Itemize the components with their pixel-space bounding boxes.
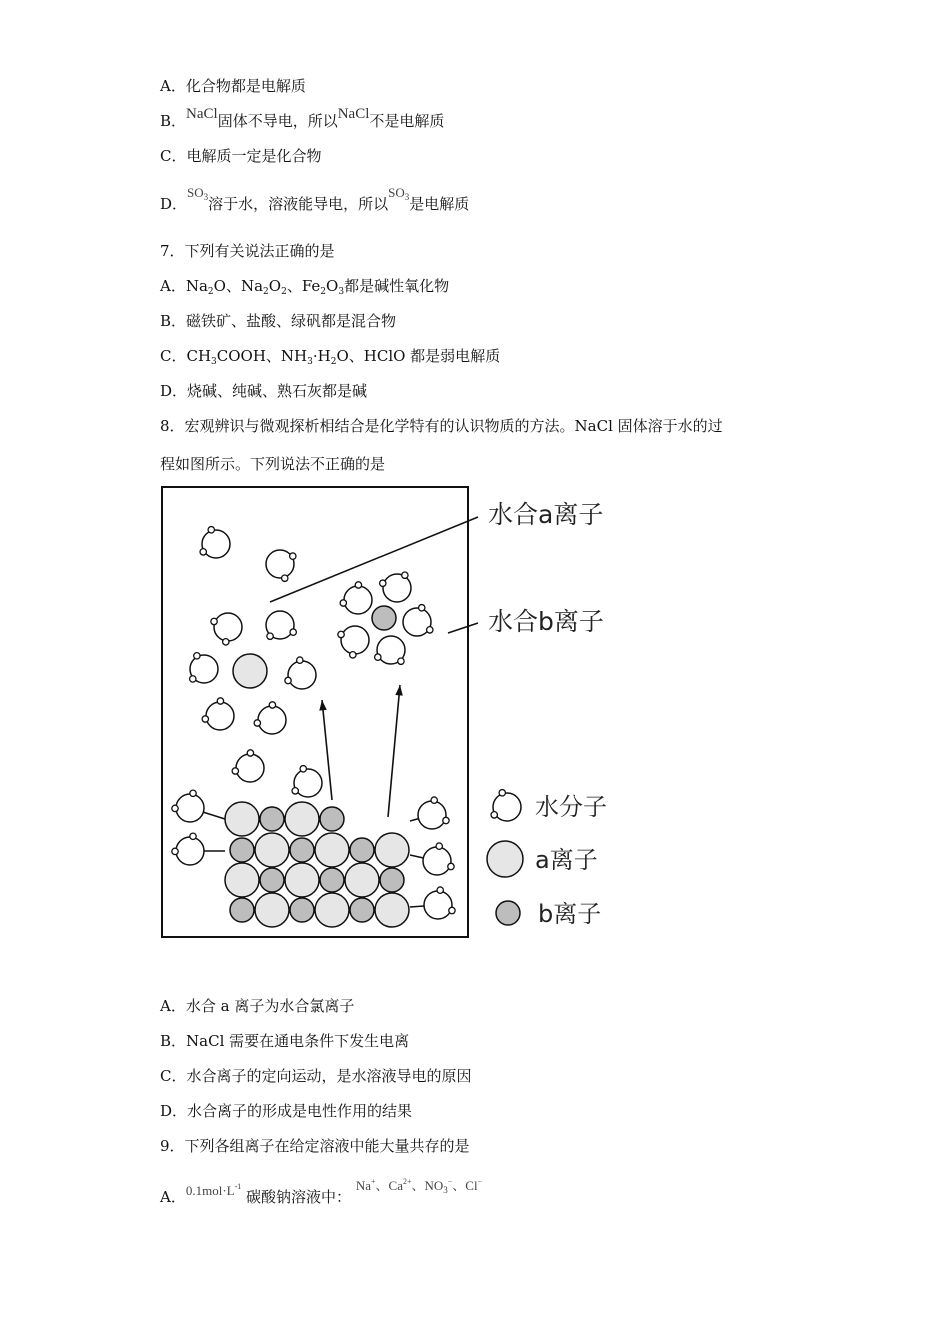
legend-water-label: 水分子 — [535, 793, 607, 821]
water-hydrogen — [398, 658, 404, 664]
a-ion — [375, 893, 409, 927]
a-ion — [255, 833, 289, 867]
b-ion — [320, 807, 344, 831]
q9-option-a: A．$0.1mol\cdot L^{-1}$ 碳酸钠溶液中： Na+、$Ca^{2+}$、$NO_3^-$、Cl− — [160, 1177, 483, 1206]
water-hydrogen — [290, 553, 296, 559]
a-ion — [225, 863, 259, 897]
water-oxygen — [423, 847, 451, 875]
water-oxygen — [236, 754, 264, 782]
water-molecule — [190, 653, 218, 683]
q8-option-a: A．水合 a 离子为水合氯离子 — [160, 997, 355, 1015]
q8-option-d: D．水合离子的形成是电性作用的结果 — [160, 1102, 413, 1120]
water-molecule — [423, 843, 454, 875]
water-hydrogen — [300, 766, 306, 772]
water-molecule — [424, 887, 455, 919]
water-hydrogen — [282, 575, 288, 581]
b-ion — [350, 898, 374, 922]
legend-a-label: a离子 — [535, 846, 598, 874]
water-oxygen — [258, 706, 286, 734]
water-molecule — [202, 698, 234, 730]
hydrated-b-ion — [372, 606, 396, 630]
water-hydrogen — [269, 702, 275, 708]
water-molecule — [254, 702, 286, 734]
water-hydrogen — [211, 618, 217, 624]
water-hydrogen — [247, 750, 253, 756]
water-hydrogen — [355, 582, 361, 588]
water-hydrogen — [380, 580, 386, 586]
water-oxygen — [424, 891, 452, 919]
hydrated-a-ion — [233, 654, 267, 688]
water-oxygen — [176, 794, 204, 822]
water-oxygen — [418, 801, 446, 829]
nacl-dissolution-figure — [160, 485, 630, 941]
water-oxygen — [288, 661, 316, 689]
water-hydrogen — [402, 572, 408, 578]
q6-option-a: A．化合物都是电解质 — [160, 77, 306, 95]
water-molecule — [266, 611, 296, 639]
water-hydrogen — [190, 833, 196, 839]
water-hydrogen — [285, 677, 291, 683]
water-hydrogen — [431, 797, 437, 803]
water-hydrogen — [290, 629, 296, 635]
a-ion — [225, 802, 259, 836]
q8-option-b: B．NaCl 需要在通电条件下发生电离 — [160, 1032, 410, 1050]
water-hydrogen — [443, 817, 449, 823]
a-ion — [285, 802, 319, 836]
water-hydrogen — [448, 863, 454, 869]
water-hydrogen — [194, 653, 200, 659]
a-ion — [255, 893, 289, 927]
q7-option-b: B．磁铁矿、盐酸、绿矾都是混合物 — [160, 312, 397, 330]
legend-a-ion — [487, 841, 523, 877]
water-hydrogen — [172, 848, 178, 854]
b-ion — [380, 868, 404, 892]
water-molecule — [211, 613, 242, 645]
water-molecule — [266, 550, 296, 581]
water-oxygen — [344, 586, 372, 614]
water-hydrogen — [350, 652, 356, 658]
water-hydrogen — [338, 631, 344, 637]
water-oxygen — [214, 613, 242, 641]
q6-option-c: C．电解质一定是化合物 — [160, 147, 322, 165]
a-ion — [345, 863, 379, 897]
water-hydrogen — [499, 790, 505, 796]
water-hydrogen — [297, 657, 303, 663]
water-hydrogen — [232, 768, 238, 774]
b-ion — [290, 838, 314, 862]
label-hydrated-b: 水合b离子 — [488, 607, 604, 636]
a-ion — [375, 833, 409, 867]
water-hydrogen — [436, 843, 442, 849]
water-molecule — [200, 527, 230, 558]
water-hydrogen — [437, 887, 443, 893]
b-ion — [230, 898, 254, 922]
water-molecule — [418, 797, 449, 829]
pointer-hydrated-b — [448, 623, 478, 633]
water-molecule — [292, 766, 322, 797]
water-molecule — [172, 790, 204, 822]
q6-option-d: D．$SO_3$溶于水，溶液能导电，所以$SO_3$是电解质 — [160, 185, 470, 213]
b-ion — [350, 838, 374, 862]
b-ion — [320, 868, 344, 892]
water-hydrogen — [254, 720, 260, 726]
water-hydrogen — [208, 527, 214, 533]
water-molecule — [380, 572, 411, 602]
b-ion — [290, 898, 314, 922]
water-oxygen — [206, 702, 234, 730]
water-hydrogen — [449, 907, 455, 913]
water-oxygen — [341, 626, 369, 654]
water-molecule — [340, 582, 372, 614]
water-molecule — [285, 657, 316, 689]
water-hydrogen — [340, 600, 346, 606]
q8-option-c: C．水合离子的定向运动，是水溶液导电的原因 — [160, 1067, 472, 1085]
q7-option-d: D．烧碱、纯碱、熟石灰都是碱 — [160, 382, 368, 400]
q7-stem: 7．下列有关说法正确的是 — [160, 242, 335, 260]
water-hydrogen — [217, 698, 223, 704]
water-hydrogen — [267, 633, 273, 639]
water-hydrogen — [202, 716, 208, 722]
b-ion — [260, 868, 284, 892]
legend-b-ion — [496, 901, 520, 925]
a-ion — [285, 863, 319, 897]
legend-b-label: b离子 — [538, 900, 602, 928]
b-ion — [260, 807, 284, 831]
water-hydrogen — [200, 549, 206, 555]
pointer-hydrated-a — [270, 517, 478, 602]
water-hydrogen — [172, 805, 178, 811]
label-hydrated-a: 水合a离子 — [488, 500, 604, 529]
water-hydrogen — [223, 639, 229, 645]
water-molecule — [491, 790, 521, 821]
a-ion — [315, 893, 349, 927]
water-molecule — [338, 626, 369, 658]
q6-option-b: B．NaCl固体不导电，所以NaCl不是电解质 — [160, 106, 445, 130]
water-hydrogen — [491, 812, 497, 818]
water-hydrogen — [375, 654, 381, 660]
water-oxygen — [176, 837, 204, 865]
q8-stem-line1: 8．宏观辨识与微观探析相结合是化学特有的认识物质的方法。NaCl 固体溶于水的过 — [160, 417, 723, 435]
water-hydrogen — [419, 605, 425, 611]
a-ion — [315, 833, 349, 867]
water-molecule — [232, 750, 264, 782]
water-molecule — [375, 636, 405, 664]
water-molecule — [172, 833, 204, 865]
water-hydrogen — [190, 676, 196, 682]
arrow-hydrated-b — [388, 685, 403, 817]
q7-option-a: A．$Na_2O$、$Na_2O_2$、$Fe_2O_3$都是碱性氧化物 — [160, 277, 450, 297]
water-hydrogen — [190, 790, 196, 796]
water-hydrogen — [427, 627, 433, 633]
b-ion — [230, 838, 254, 862]
water-hydrogen — [292, 788, 298, 794]
q9-stem: 9．下列各组离子在给定溶液中能大量共存的是 — [160, 1137, 470, 1155]
q7-option-c: C．$CH_3COOH$、$NH_3\cdot H_2O$、HClO 都是弱电解质 — [160, 347, 501, 367]
water-molecule — [403, 605, 433, 636]
q8-stem-line2: 程如图所示。下列说法不正确的是 — [160, 455, 386, 473]
